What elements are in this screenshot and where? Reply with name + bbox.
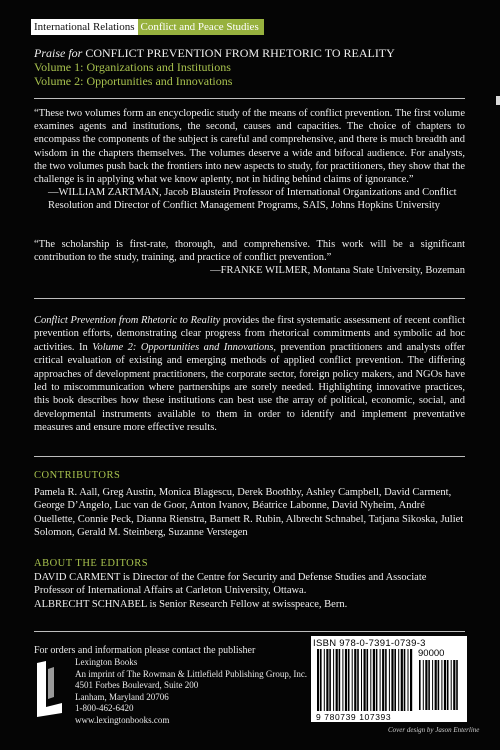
barcode-bar [410,649,412,711]
ean-barcode-bars [316,649,414,711]
editor-bio-schnabel: ALBRECHT SCHNABEL is Senior Research Fellow at swisspeace, Bern. [34,598,348,610]
publisher-line: Lanham, Maryland 20706 [75,691,169,702]
series-label-conflict-peace: Conflict and Peace Studies [138,19,265,35]
barcode-bar [320,649,322,711]
barcode-bar [451,660,452,710]
cover-design-credit: Cover design by Jason Enterline [388,726,480,734]
review-quote-wilmer [34,238,465,278]
barcode-bar [428,660,430,710]
price-code: 90000 [418,648,445,659]
barcode-bar [401,649,403,711]
quote-attribution: —WILLIAM ZARTMAN, Jacob Blaustein Professor of International Organizations and Conflict Resolution and Director of Conflict Management Programs, SAIS, Johns Hopkins University [48,187,457,212]
isbn-text: ISBN 978-0-7391-0739-3 [313,638,426,649]
lexington-books-logo [34,661,64,717]
barcode-bar [438,660,440,710]
publisher-line: 1-800-462-6420 [75,703,134,714]
edge-tab [496,96,500,105]
barcode-bar [348,649,350,711]
description-text-2: , prevention practitioners and analysts offer critical evaluation of existing and emerging methods of applied conflict prevention. The differing approaches of development practitioners, the corporate sector, foreign policy makers, and NGOs have led to miscommunication where partnerships are sorely needed. Highlighting innovative practices, this book describes how these institutions can best use the array of political, economic, social, and developmental instruments available to them in order to identify and implement preventative measures and ensure more effective results. [34,341,465,434]
barcode-bar [444,660,446,710]
volume-2-title: Volume 2: Opportunities and Innovations [34,74,233,88]
barcode-bar [398,649,399,711]
barcode-bar [345,649,347,711]
barcode-bar [367,649,369,711]
divider [34,98,465,99]
barcode-bar [373,649,375,711]
publisher-line: www.lexingtonbooks.com [75,714,170,725]
barcode-bar [394,649,396,711]
barcode-bar [453,660,455,710]
description-text-1: provides the first systematic assessment of recent conflict prevention efforts, demonstrating clear progress from rhetorical commitments and symbolic ad hoc activities. In [34,315,465,353]
book-description [34,314,465,435]
series-label-international-relations: International Relations [31,19,138,35]
barcode-bar [423,660,424,710]
review-quote-zartman [34,107,465,213]
volume-1-title: Volume 1: Organizations and Institutions [34,60,231,74]
publisher-line: An imprint of The Rowman & Littlefield Publishing Group, Inc. [75,668,308,679]
divider [34,298,465,299]
barcode-bar [425,660,427,710]
barcode-bar [432,660,433,710]
barcode-bar [447,660,449,710]
barcode-bar [364,649,366,711]
barcode-bar [435,660,437,710]
series-banner [31,19,264,35]
barcode-bar [376,649,378,711]
barcode-bar [419,660,421,710]
barcode-bar [354,649,356,711]
barcode-bar [408,649,409,711]
barcode-bar [333,649,334,711]
quote-text: “The scholarship is first-rate, thorough, and comprehensive. This work will be a significant contribution to the study, training, and practice of conflict prevention.” [34,239,465,264]
barcode-bar [361,649,362,711]
quote-text: “These two volumes form an encyclopedic study of the means of conflict prevention. The first volume examines agents and institutions, the second, causes and capacities. The choice of chapters to encompass the components of the subject is careful and comprehensive, and there is much breadth and wisdom in the chapters themselves. The volumes deserve a wide and bifocal audience. For analysts, the two volumes push back the frontiers into new aspects to study, for practitioners, they show that the challenge is in applying what we know aplenty, not in hiding behind claims of ignorance.” [34,108,465,186]
barcode-bar [391,649,393,711]
orders-intro: For orders and information please contact the publisher [34,645,256,656]
barcode-bar [385,649,387,711]
barcode-bar [389,649,390,711]
barcode-bar [339,649,341,711]
barcode-bar [336,649,338,711]
book-title: CONFLICT PREVENTION FROM RHETORIC TO REALITY [85,46,395,60]
barcode-bar [329,649,331,711]
quote-attribution: —FRANKE WILMER, Montana State University, Bozeman [210,265,465,277]
barcode-bar [382,649,384,711]
praise-header [34,46,395,88]
price-barcode-bars [418,660,462,710]
barcode-bar [441,660,442,710]
contributors-heading: CONTRIBUTORS [34,470,121,481]
barcode-bar [352,649,353,711]
barcode-bar [326,649,328,711]
editors-bios [34,571,465,611]
editor-bio-carment: DAVID CARMENT is Director of the Centre for Security and Defense Studies and Associate Professor of International Affairs at Carleton University, Ottawa. [34,572,427,597]
publisher-line: Lexington Books [75,657,138,667]
description-title: Conflict Prevention from Rhetoric to Reality [34,315,221,326]
barcode-bar [357,649,359,711]
contributors-list: Pamela R. Aall, Greg Austin, Monica Blagescu, Derek Boothby, Ashley Campbell, David Carment, George D’Angelo, Luc van de Goor, Anton Ivanov, Béatrice Labonne, David Nyheim, André Ouellette, Connie Peck, Dianna Rienstra, Barnett R. Rubin, Albrecht Schnabel, Tatjana Sikoska, Juliet Solomon, Gerald M. Steinberg, Suzanne Verstegen [34,487,464,539]
barcode-bar [317,649,319,711]
description-volume: Volume 2: Opportunities and Innovations [92,341,274,353]
publisher-line: 4501 Forbes Boulevard, Suite 200 [75,680,199,691]
barcode-bar [324,649,325,711]
publisher-info [75,657,307,727]
barcode-bar [370,649,371,711]
divider [34,456,465,457]
barcode-bar [404,649,406,711]
barcode-bar [456,660,458,710]
divider [34,631,465,632]
barcode-digits: 9 780739 107393 [316,712,392,722]
praise-prefix: Praise for [34,46,83,60]
editors-heading: ABOUT THE EDITORS [34,558,149,569]
barcode-bar [380,649,381,711]
barcode-bar [342,649,343,711]
